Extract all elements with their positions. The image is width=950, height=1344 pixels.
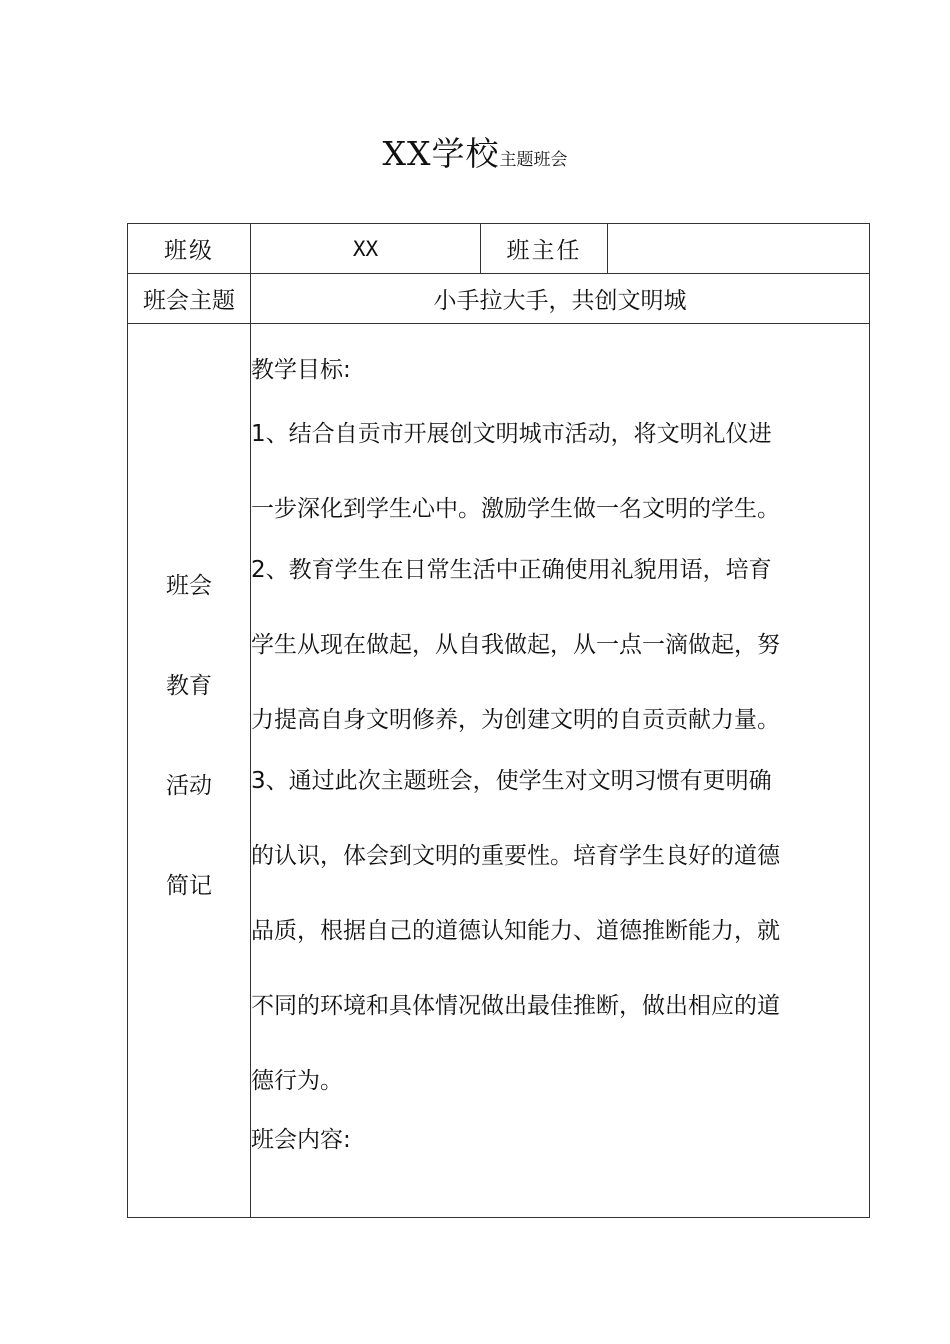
topic-row	[128, 274, 870, 324]
activity-content	[251, 324, 870, 1218]
goal-item	[251, 533, 869, 758]
title-subtitle: 主题班会	[499, 150, 568, 170]
topic-label: 班会主题	[128, 274, 251, 324]
goal-line: 3、通过此次主题班会，使学生对文明习惯有更明确	[251, 767, 772, 794]
goal-line: 的认识，体会到文明的重要性。培育学生良好的道德	[251, 842, 780, 869]
activity-side-label	[128, 324, 251, 1218]
activity-row	[128, 324, 870, 1218]
goal-line: 品质，根据自己的道德认知能力、道德推断能力，就	[251, 917, 780, 944]
goal-line: 1、结合自贡市开展创文明城市活动，将文明礼仪进	[251, 420, 772, 447]
class-meeting-form	[127, 223, 870, 1218]
document-title	[0, 128, 950, 175]
content-heading: 班会内容:	[251, 1126, 351, 1153]
goal-line: 力提高自身文明修养，为创建文明的自贡贡献力量。	[251, 706, 780, 733]
goal-item	[251, 744, 869, 1119]
school-name: XX学校	[382, 134, 500, 173]
goal-line: 一步深化到学生心中。激励学生做一名文明的学生。	[251, 495, 780, 522]
teacher-value	[608, 224, 870, 274]
goals-heading: 教学目标:	[251, 356, 351, 383]
side-label-line: 教育	[166, 672, 212, 699]
class-value: XX	[251, 224, 481, 274]
goal-line: 2、教育学生在日常生活中正确使用礼貌用语，培育	[251, 556, 772, 583]
topic-value: 小手拉大手，共创文明城	[251, 274, 870, 324]
goal-line: 学生从现在做起，从自我做起，从一点一滴做起，努	[251, 631, 780, 658]
class-label: 班级	[128, 224, 251, 274]
side-label-line: 班会	[166, 572, 212, 599]
goal-line: 不同的环境和具体情况做出最佳推断，做出相应的道	[251, 992, 780, 1019]
side-label-line: 简记	[166, 872, 212, 899]
side-label-line: 活动	[166, 772, 212, 799]
teacher-label: 班主任	[481, 224, 608, 274]
goal-line: 德行为。	[251, 1067, 343, 1094]
goal-item	[251, 397, 869, 547]
class-info-row	[128, 224, 870, 274]
